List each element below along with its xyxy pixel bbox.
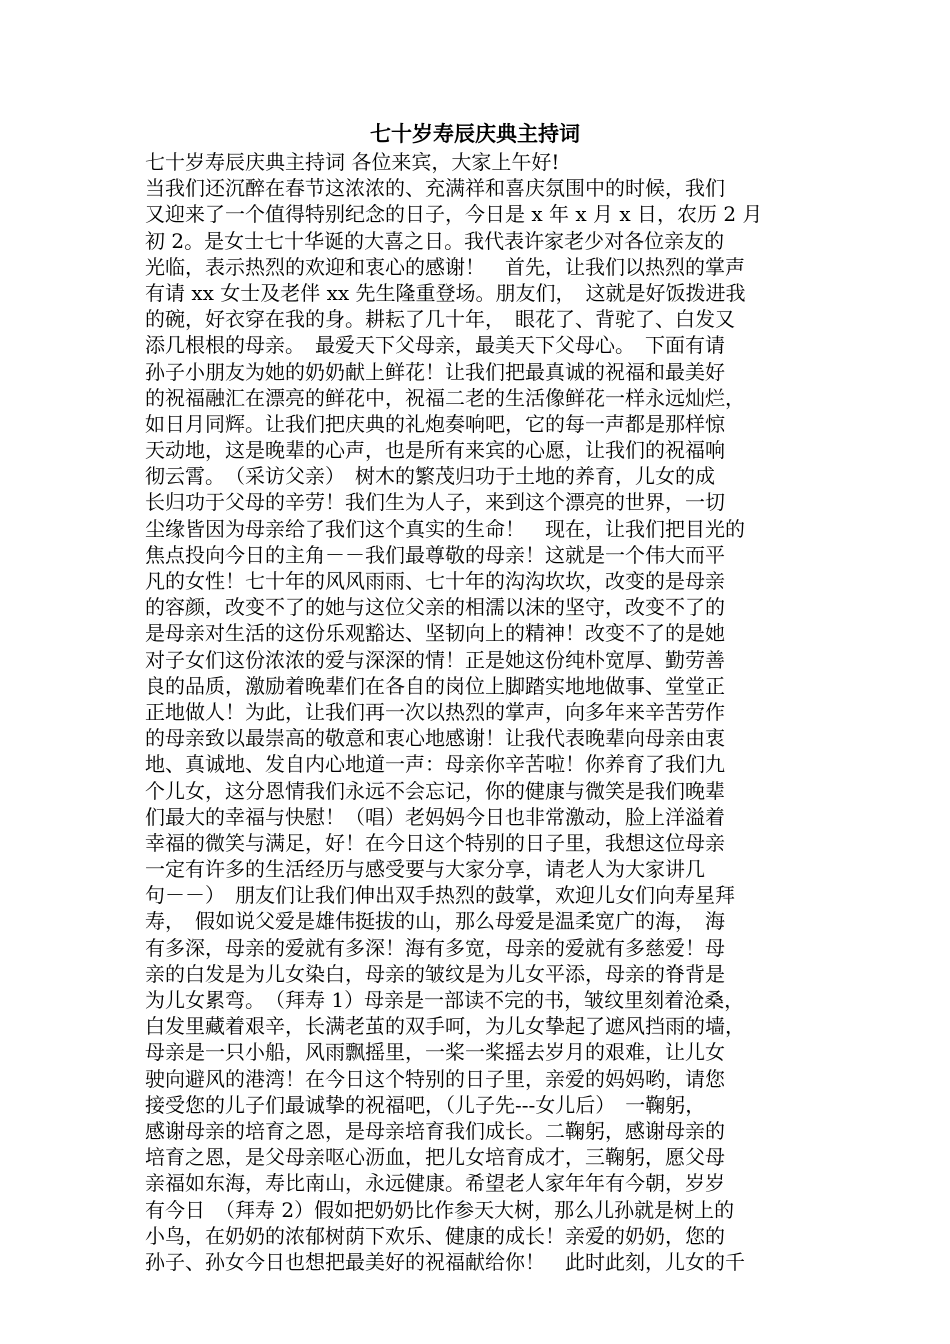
body-line: 有多深，母亲的爱就有多深！海有多宽，母亲的爱就有多慈爱！母 — [145, 935, 725, 960]
body-line: 驶向避风的港湾！在今日这个特别的日子里，亲爱的妈妈哟，请您 — [145, 1066, 725, 1091]
body-line: 尘缘皆因为母亲给了我们这个真实的生命！ 现在，让我们把目光的 — [145, 516, 745, 541]
body-line: 天动地，这是晚辈的心声，也是所有来宾的心愿，让我们的祝福响 — [145, 438, 725, 463]
body-line: 有今日 （拜寿 2）假如把奶奶比作参天大树，那么儿孙就是树上的 — [145, 1197, 735, 1222]
body-line: 亲的白发是为儿女染白，母亲的皱纹是为儿女平添，母亲的脊背是 — [145, 961, 725, 986]
body-line: 七十岁寿辰庆典主持词 各位来宾，大家上午好! — [145, 150, 560, 174]
body-line: 白发里藏着艰辛，长满老茧的双手呵，为儿女挚起了遮风挡雨的墙， — [145, 1014, 745, 1039]
body-line: 为儿女累弯。 （拜寿 1）母亲是一部读不完的书，皱纹里刻着沧桑， — [145, 988, 745, 1012]
body-line: 正地做人！为此，让我们再一次以热烈的掌声，向多年来辛苦劳作 — [145, 699, 725, 724]
body-line: 凡的女性！七十年的风风雨雨、七十年的沟沟坎坎，改变的是母亲 — [145, 569, 725, 593]
body-line: 培育之恩，是父母亲呕心沥血，把儿女培育成才，三鞠躬，愿父母 — [145, 1145, 725, 1170]
body-line: 对子女们这份浓浓的爱与深深的情！正是她这份纯朴宽厚、勤劳善 — [145, 647, 725, 672]
body-line: 的容颜，改变不了的她与这位父亲的相濡以沫的坚守，改变不了的 — [145, 595, 725, 620]
body-line: 句－－） 朋友们让我们伸出双手热烈的鼓掌，欢迎儿女们向寿星拜 — [145, 883, 735, 908]
body-line: 长归功于父母的辛劳！我们生为人子，来到这个漂亮的世界，一切 — [145, 490, 725, 515]
body-line: 寿， 假如说父爱是雄伟挺拔的山，那么母爱是温柔宽广的海， 海 — [145, 909, 725, 934]
document-title: 七十岁寿辰庆典主持词 — [370, 121, 580, 146]
body-line: 当我们还沉醉在春节这浓浓的、充满祥和喜庆氛围中的时候，我们 — [145, 176, 725, 201]
body-line: 亲福如东海，寿比南山，永远健康。希望老人家年年有今朝，岁岁 — [145, 1171, 725, 1196]
body-line: 是母亲对生活的这份乐观豁达、坚韧向上的精神！改变不了的是她 — [145, 621, 725, 646]
body-line: 良的品质，激励着晚辈们在各自的岗位上脚踏实地地做事、堂堂正 — [145, 673, 725, 698]
body-line: 有请 xx 女士及老伴 xx 先生隆重登场。朋友们， 这就是好饭拨进我 — [145, 280, 746, 305]
body-line: 光临，表示热烈的欢迎和衷心的感谢！ 首先，让我们以热烈的掌声 — [145, 254, 745, 279]
body-line: 焦点投向今日的主角－－我们最尊敬的母亲！这就是一个伟大而平 — [145, 542, 725, 567]
body-line: 地、真诚地、发自内心地道一声：母亲你辛苦啦！你养育了我们九 — [145, 752, 725, 777]
body-line: 感谢母亲的培育之恩，是母亲培育我们成长。二鞠躬，感谢母亲的 — [145, 1118, 725, 1143]
body-line: 们最大的幸福与快慰！（唱）老妈妈今日也非常激动，脸上洋溢着 — [145, 804, 725, 829]
body-line: 的碗，好衣穿在我的身。耕耘了几十年， 眼花了、背驼了、白发又 — [145, 307, 735, 332]
body-line: 小鸟，在奶奶的浓郁树荫下欢乐、健康的成长！亲爱的奶奶，您的 — [145, 1223, 725, 1248]
body-line: 一定有许多的生活经历与感受要与大家分享，请老人为大家讲几 — [145, 857, 705, 882]
body-line: 的母亲致以最崇高的敬意和衷心地感谢！让我代表晚辈向母亲由衷 — [145, 726, 725, 751]
body-line: 的祝福融汇在漂亮的鲜花中，祝福二老的生活像鲜花一样永远灿烂， — [145, 385, 745, 410]
body-line: 个儿女，这分恩情我们永远不会忘记，你的健康与微笑是我们晚辈 — [145, 778, 725, 803]
body-line: 又迎来了一个值得特别纪念的日子，今日是 x 年 x 月 x 日，农历 2 月 — [145, 202, 763, 227]
body-line: 添几根根的母亲。 最爱天下父母亲，最美天下父母心。 下面有请 — [145, 333, 725, 358]
body-line: 母亲是一只小船，风雨飘摇里，一桨一桨摇去岁月的艰难，让儿女 — [145, 1040, 725, 1065]
body-line: 孙子、孙女今日也想把最美好的祝福献给你！ 此时此刻，儿女的千 — [145, 1249, 745, 1274]
body-line: 孙子小朋友为她的奶奶献上鲜花！让我们把最真诚的祝福和最美好 — [145, 359, 725, 384]
document-body — [145, 149, 807, 1275]
body-line: 幸福的微笑与满足，好！在今日这个特别的日子里，我想这位母亲 — [145, 830, 725, 855]
body-line: 如日月同辉。让我们把庆典的礼炮奏响吧，它的每一声都是那样惊 — [145, 411, 725, 436]
body-line: 初 2。是女士七十华诞的大喜之日。我代表许家老少对各位亲友的 — [145, 228, 725, 253]
body-line: 接受您的儿子们最诚挚的祝福吧，（儿子先---女儿后） 一鞠躬， — [145, 1092, 706, 1117]
body-line: 彻云霄。 （采访父亲） 树木的繁茂归功于土地的养育，儿女的成 — [145, 464, 715, 489]
